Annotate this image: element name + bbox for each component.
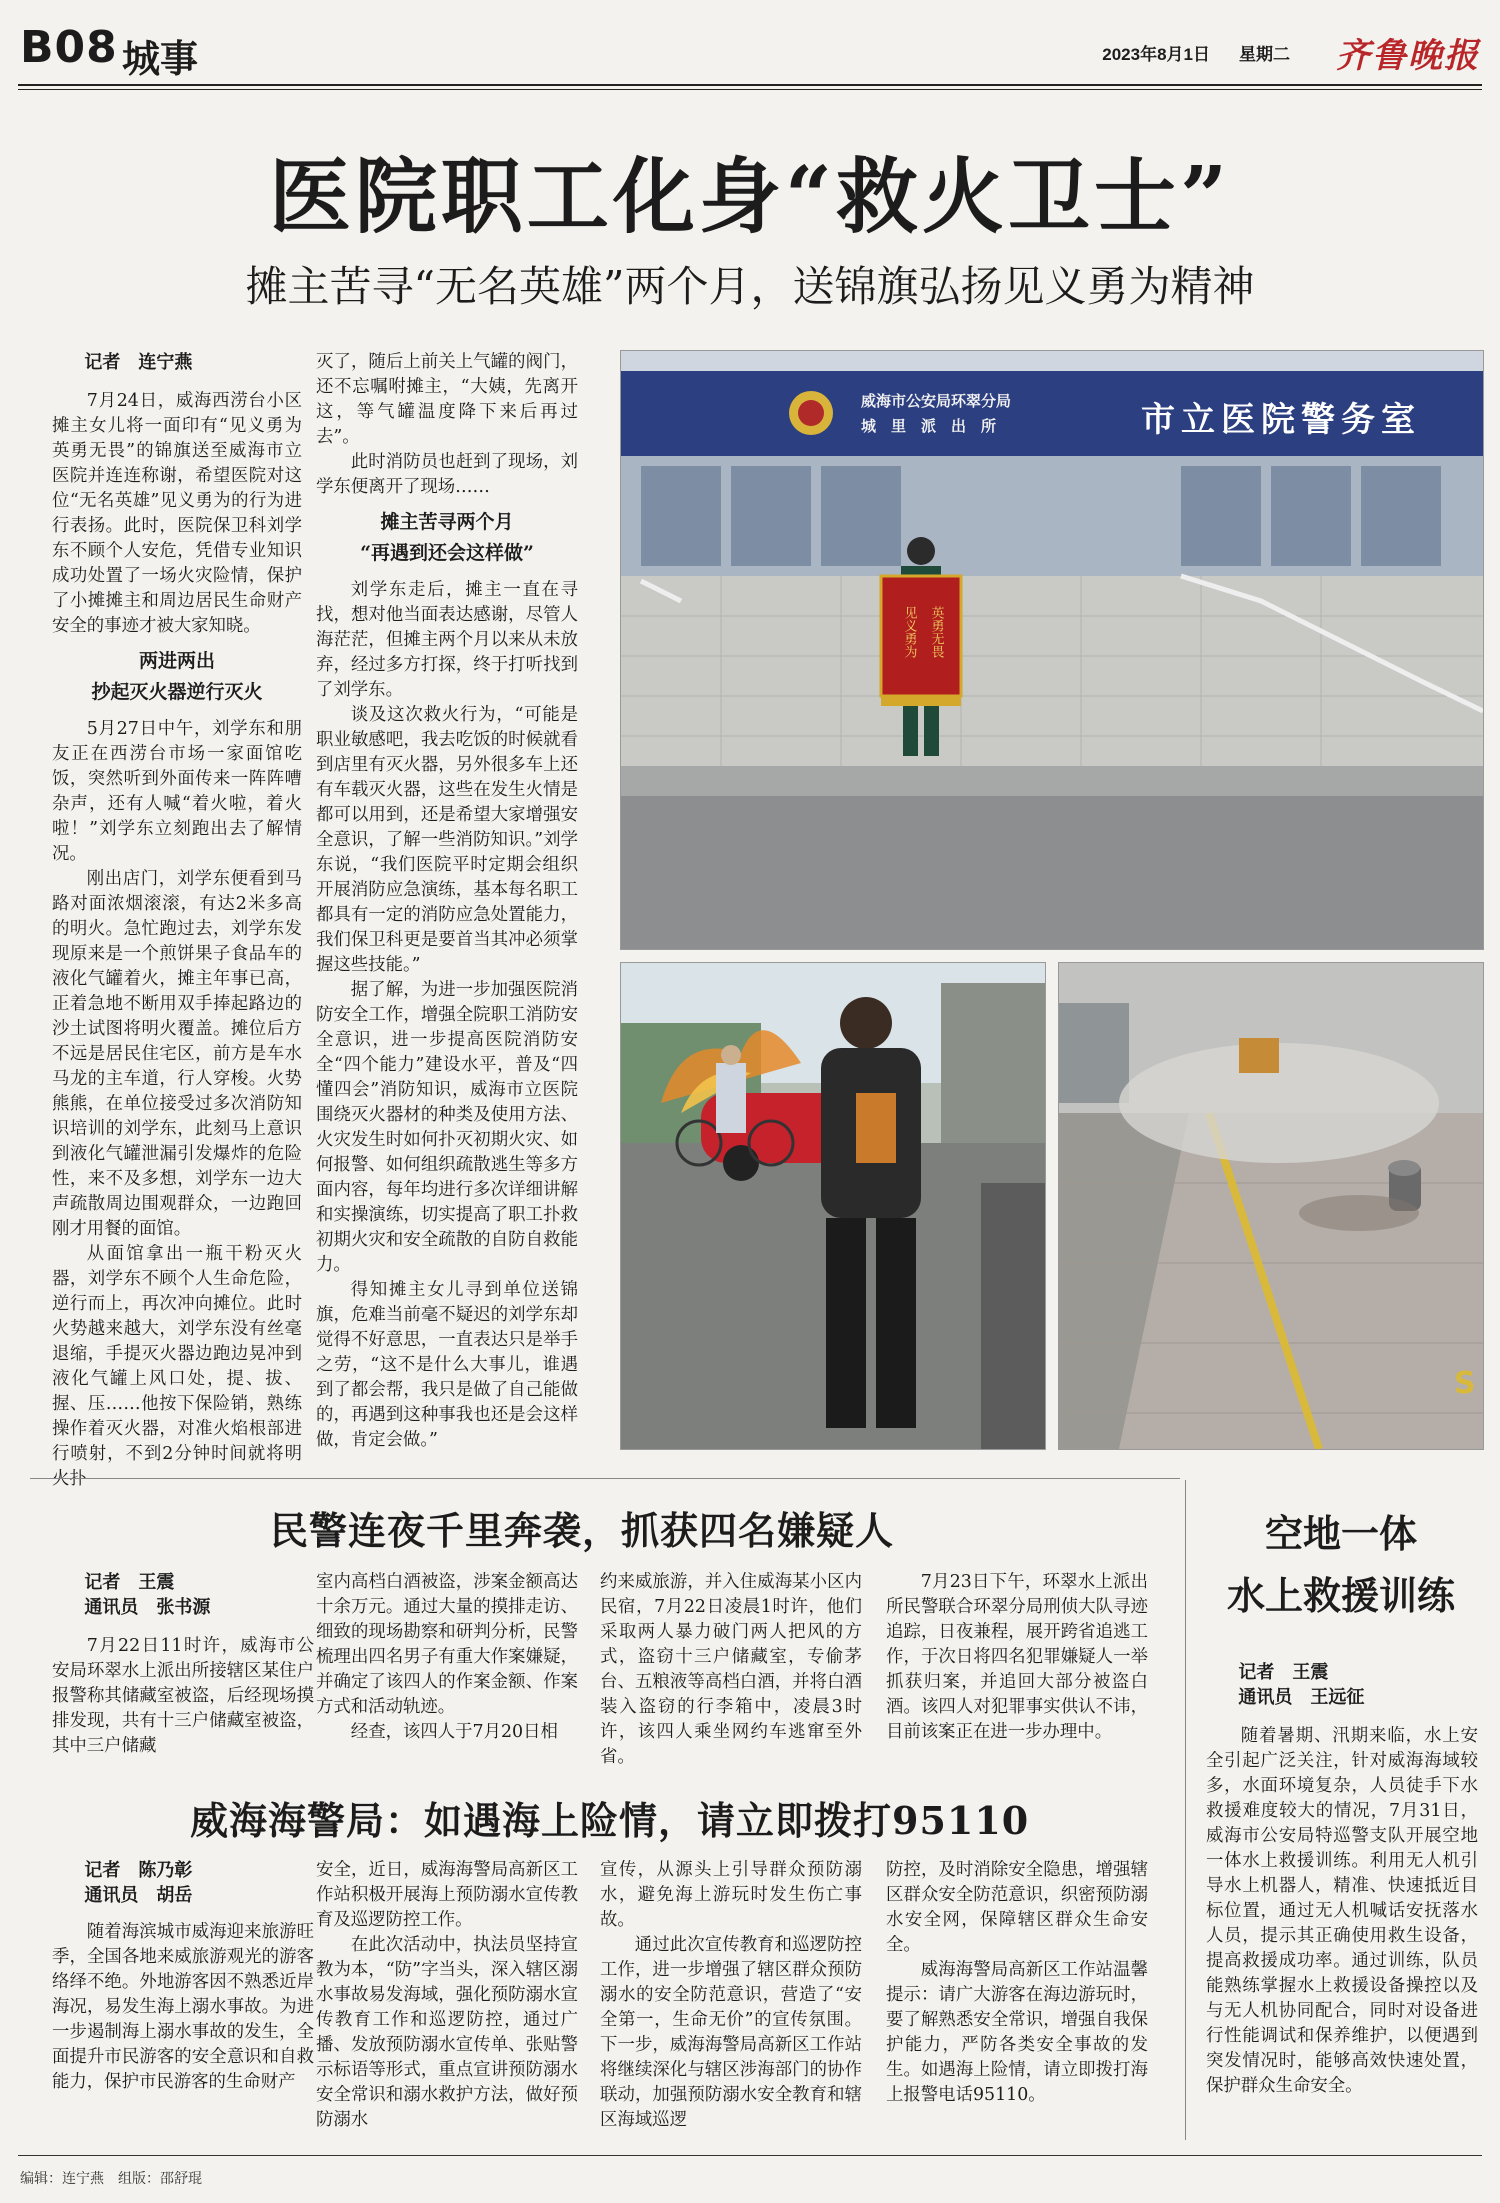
photo-banner-presentation bbox=[620, 350, 1484, 950]
lead-paragraph: 此时消防员也赶到了现场，刘学东便离开了现场…… bbox=[316, 452, 578, 497]
story3-paragraph: 随着海滨城市威海迎来旅游旺季，全国各地来威旅游观光的游客络绎不绝。外地游客因不熟悉近岸海况，易发生海上溺水事故。为进一步遏制海上溺水事故的发生，全面提升市民游客的安全意识和自救能力，保护市民游客的生命财产 bbox=[52, 1922, 314, 2092]
story3-byline: 通讯员 胡岳 bbox=[84, 1885, 193, 1906]
plaque-text-1: 威海市公安局环翠分局 bbox=[861, 392, 1012, 410]
story3-paragraph: 在此次活动中，执法员坚持宣教为本，“防”字当头，深入辖区溺水事故易发海域，强化预防溺水宣传教育工作和巡逻防控，通过广播、发放预防溺水宣传单、张贴警示标语等形式，重点宣讲预防溺水安全常识和溺水救护方法，做好预防溺水 bbox=[316, 1935, 578, 2130]
story3-paragraph: 威海海警局高新区工作站温馨提示：请广大游客在海边游玩时，要了解熟悉安全常识，增强自我保护能力，严防各类安全事故的发生。如遇海上险情，请立即拨打海上报警电话95110。 bbox=[886, 1960, 1148, 2105]
banner-text-left: 见义勇为 bbox=[901, 606, 917, 658]
lead-paragraph: 得知摊主女儿寻到单位送锦旗，危难当前毫不疑迟的刘学东却觉得不好意思，一直表达只是举手之劳，“这不是什么大事儿，谁遇到了都会帮，我只是做了自己能做的，再遇到这种事我也还是会这样做，肯定会做。” bbox=[316, 1280, 578, 1450]
story3-paragraph: 防控，及时消除安全隐患，增强辖区群众安全防范意识，织密预防溺水安全网，保障辖区群众生命安全。 bbox=[886, 1860, 1148, 1955]
story3-column-4 bbox=[886, 1858, 1148, 2108]
sidebar-headline-2: 水上救援训练 bbox=[1226, 1573, 1455, 1618]
story2-byline: 记者 王震 bbox=[84, 1572, 175, 1593]
lead-column-2 bbox=[316, 350, 578, 1453]
lead-paragraph: 7月24日，威海西涝台小区摊主女儿将一面印有“见义勇为英勇无畏”的锦旗送至威海市立医院并连连称谢，希望医院对这位“无名英雄”见义勇为的行为进行表扬。此时，医院保卫科刘学东不顾个人安危，凭借专业知识成功处置了一场火灾险情，保护了小摊摊主和周边居民生命财产安全的事迹才被大家知晓。 bbox=[52, 391, 302, 636]
footer-rule bbox=[18, 2155, 1482, 2156]
lead-paragraph: 5月27日中午，刘学东和朋友正在西涝台市场一家面馆吃饭，突然听到外面传来一阵阵嘈杂声，还有人喊“着火啦，着火啦！”刘学东立刻跑出去了解情况。 bbox=[52, 719, 302, 864]
lead-paragraph: 刘学东走后，摊主一直在寻找，想对他当面表达感谢，尽管人海茫茫，但摊主两个月以来从未放弃，经过多方打探，终于打听找到了刘学东。 bbox=[316, 580, 578, 700]
sidebar-divider bbox=[1185, 1480, 1186, 2140]
sidebar-headline-1: 空地一体 bbox=[1264, 1511, 1417, 1556]
story2-byline: 通讯员 张书源 bbox=[84, 1597, 211, 1618]
sidebar-column bbox=[1206, 1660, 1478, 2099]
header-rule bbox=[18, 84, 1482, 90]
lead-kicker: 两进两出 bbox=[138, 650, 215, 672]
story2-paragraph: 经查，该四人于7月20日相 bbox=[350, 1722, 558, 1742]
lead-paragraph: 灭了，随后上前关上气罐的阀门，还不忘嘱咐摊主，“大姨，先离开这，等气罐温度降下来后再过去”。 bbox=[316, 352, 578, 447]
story2-column-4 bbox=[886, 1570, 1148, 1745]
section-divider bbox=[30, 1478, 1180, 1479]
story2-column-1 bbox=[52, 1570, 314, 1759]
section-name: 城事 bbox=[122, 36, 199, 81]
lead-kicker: 摊主苦寻两个月 bbox=[380, 511, 514, 533]
lead-headline: 医院职工化身“救火卫士” bbox=[268, 149, 1232, 245]
story3-column-3 bbox=[600, 1858, 862, 2133]
story3-paragraph: 宣传，从源头上引导群众预防溺水，避免海上游玩时发生伤亡事故。 bbox=[600, 1860, 862, 1930]
story3-column-2 bbox=[316, 1858, 578, 2133]
story3-headline: 威海海警局：如遇海上险情，请立即拨打95110 bbox=[190, 1798, 1030, 1843]
story2-column-2 bbox=[316, 1570, 578, 1745]
sidebar-byline: 通讯员 王远征 bbox=[1238, 1687, 1365, 1708]
story2-headline: 民警连夜千里奔袭，抓获四名嫌疑人 bbox=[270, 1508, 895, 1553]
plaque-text-2: 城 里 派 出 所 bbox=[861, 417, 997, 435]
story2-paragraph: 约来威旅游，并入住威海某小区内民宿，7月22日凌晨1时许，他们采取两人暴力破门两人把风的方式，盗窃十三户储藏室，专偷茅台、五粮液等高档白酒，并将白酒装入盗窃的行李箱中，凌晨3时许，该四人乘坐网约车逃窜至外省。 bbox=[600, 1572, 862, 1767]
lead-column-1 bbox=[52, 350, 302, 1492]
lead-paragraph: 从面馆拿出一瓶干粉灭火器，刘学东不顾个人生命危险，逆行而上，再次冲向摊位。此时火势越来越大，刘学东没有丝毫退缩，手提灭火器边跑边晃冲到液化气罐上风口处，提、拔、握、压……他按下保险销，熟练操作着灭火器，对准火焰根部进行喷射，不到2分钟时间就将明火扑 bbox=[52, 1244, 302, 1489]
newspaper-logo: 齐鲁晚报 bbox=[1336, 36, 1480, 76]
page-number: B08 bbox=[20, 22, 118, 73]
lead-subheadline: 摊主苦寻“无名英雄”两个月，送锦旗弘扬见义勇为精神 bbox=[245, 262, 1255, 311]
lead-kicker-sub: “再遇到还会这样做” bbox=[360, 542, 534, 564]
issue-weekday: 星期二 bbox=[1239, 45, 1290, 65]
story3-paragraph: 安全，近日，威海海警局高新区工作站积极开展海上预防溺水宣传教育及巡逻防控工作。 bbox=[316, 1860, 578, 1930]
story3-byline: 记者 陈乃彰 bbox=[84, 1860, 193, 1881]
sidebar-byline: 记者 王震 bbox=[1238, 1662, 1329, 1683]
lead-paragraph: 谈及这次救火行为，“可能是职业敏感吧，我去吃饭的时候就看到店里有灭火器，另外很多车上还有车载灭火器，这些在发生火情是都可以用到，还是希望大家增强安全意识，了解一些消防知识。”刘学东说，“我们医院平时定期会组织开展消防应急演练，基本每名职工都具有一定的消防应急处置能力，我们保卫科更是要首当其冲必须掌握这些技能。” bbox=[316, 705, 578, 975]
photo-fire-aftermath bbox=[1058, 962, 1484, 1450]
photo-fire-street bbox=[620, 962, 1046, 1450]
issue-date: 2023年8月1日 bbox=[1102, 45, 1210, 64]
sidebar-paragraph: 随着暑期、汛期来临，水上安全引起广泛关注，针对威海海域较多，水面环境复杂，人员徒手下水救援难度较大的情况，7月31日，威海市公安局特巡警支队开展空地一体水上救援训练。利用无人机引导水上机器人，精准、快速抵近目标位置，通过无人机喊话安抚落水人员，提示其正确使用救生设备，提高救援成功率。通过训练，队员能熟练掌握水上救援设备操控以及与无人机协同配合，同时对设备进行性能调试和保养维护，以便遇到突发情况时，能够高效快速处置，保护群众生命安全。 bbox=[1206, 1726, 1478, 2096]
editor-credits: 编辑：连宁燕 组版：邵舒琨 bbox=[20, 2171, 202, 2187]
banner-text-right: 英勇无畏 bbox=[928, 606, 944, 658]
story2-column-3 bbox=[600, 1570, 862, 1770]
lead-paragraph: 据了解，为进一步加强医院消防安全工作，增强全院职工消防安全意识，进一步提高医院消防安全“四个能力”建设水平，普及“四懂四会”消防知识，威海市立医院围绕灭火器材的种类及使用方法、火灾发生时如何扑灭初期火灾、如何报警、如何组织疏散逃生等多方面内容，每年均进行多次详细讲解和实操演练，切实提高了职工扑救初期火灾和安全疏散的自防自救能力。 bbox=[316, 980, 578, 1275]
story3-paragraph: 通过此次宣传教育和巡逻防控工作，进一步增强了辖区群众预防溺水的安全防范意识，营造了“安全第一，生命无价”的宣传氛围。下一步，威海海警局高新区工作站将继续深化与辖区涉海部门的协作联动，加强预防溺水安全教育和辖区海域巡逻 bbox=[600, 1935, 862, 2130]
building-sign: 市立医院警务室 bbox=[1141, 400, 1421, 440]
story2-paragraph: 7月22日11时许，威海市公安局环翠水上派出所接辖区某住户报警称其储藏室被盗，后经现场摸排发现，共有十三户储藏室被盗，其中三户储藏 bbox=[52, 1636, 314, 1756]
story2-paragraph: 室内高档白酒被盗，涉案金额高达十余万元。通过大量的摸排走访、细致的现场勘察和研判分析，民警梳理出四名男子有重大作案嫌疑，并确定了该四人的作案金额、作案方式和活动轨迹。 bbox=[316, 1572, 578, 1717]
lead-byline: 记者 连宁燕 bbox=[84, 352, 193, 373]
lead-paragraph: 刚出店门，刘学东便看到马路对面浓烟滚滚，有达2米多高的明火。急忙跑过去，刘学东发现原来是一个煎饼果子食品车的液化气罐着火，摊主年事已高，正着急地不断用双手捧起路边的沙土试图将明火覆盖。摊位后方不远是居民住宅区，前方是车水马龙的主车道，行人穿梭。火势熊熊，在单位接受过多次消防知识培训的刘学东，此刻马上意识到液化气罐泄漏引发爆炸的危险性，来不及多想，刘学东一边大声疏散周边围观群众，一边跑回刚才用餐的面馆。 bbox=[52, 869, 302, 1239]
story3-column-1 bbox=[52, 1858, 314, 2095]
story2-paragraph: 7月23日下午，环翠水上派出所民警联合环翠分局刑侦大队寻迹追踪，日夜兼程，展开跨省追逃工作，于次日将四名犯罪嫌疑人一举抓获归案，并追回大部分被盗白酒。该四人对犯罪事实供认不讳，目前该案正在进一步办理中。 bbox=[886, 1572, 1148, 1742]
lead-kicker-sub: 抄起灭火器逆行灭火 bbox=[91, 681, 263, 703]
pavement-marking: S bbox=[1454, 1366, 1476, 1401]
